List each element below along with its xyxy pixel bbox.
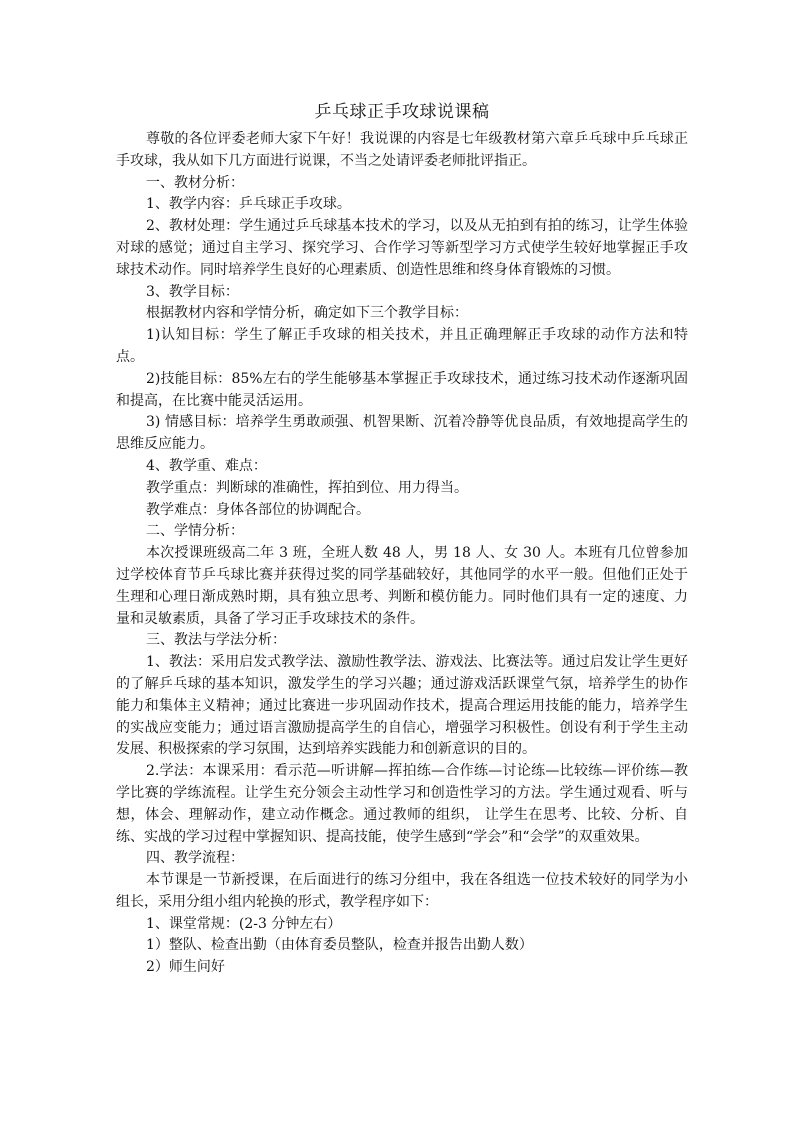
process-intro: 本节课是一节新授课，在后面进行的练习分组中，我在各组选一位技术较好的同学为小组长，采用分组小组内轮换的形式，教学程序如下： [116,872,688,910]
material-handling: 2、教材处理：学生通过乒乓球基本技术的学习，以及从无拍到有拍的练习，让学生体验对球的感觉；通过自主学习、探究学习、合作学习等新型学习方式使学生较好地掌握正手攻球技术动作。同时培养学生良好的心理素质、创造性思维和终身体育锻炼的习惯。 [116,218,688,278]
document-page [116,100,688,979]
subheading-teaching-goals: 3、教学目标： [146,283,239,300]
key-point: 教学重点：判断球的准确性，挥拍到位、用力得当。 [146,479,468,496]
intro-paragraph: 尊敬的各位评委老师大家下午好！我说课的内容是七年级教材第六章乒乓球中乒乓球正手攻球，我从如下几方面进行说课，不当之处请评委老师批评指正。 [116,131,688,169]
classroom-routine: 1、课堂常规：(2-3 分钟左右） [146,915,342,932]
section-heading-material-analysis: 一、教材分析： [146,174,244,191]
goal-emotional: 3) 情感目标：培养学生勇敢顽强、机智果断、沉着冷静等优良品质，有效地提高学生的思维反应能力。 [116,414,688,453]
routine-step-2: 2）师生问好 [146,959,225,976]
routine-step-1: 1）整队、检查出勤（由体育委员整队，检查并报告出勤人数） [146,937,533,954]
section-heading-methods: 三、教法与学法分析： [146,632,286,649]
subheading-key-points: 4、教学重、难点： [146,457,267,474]
teaching-methods: 1、教法：采用启发式教学法、激励性教学法、游戏法、比赛法等。通过启发让学生更好的了解乒乓球的基本知识，激发学生的学习兴趣；通过游戏活跃课堂气氛，培养学生的协作能力和集体主义精神；通过比赛进一步巩固动作技术，提高合理运用技能的能力，培养学生的实战应变能力；通过语言激励提高学生的自信心，增强学习积极性。创设有利于学生主动发展、积极探索的学习氛围，达到培养实践能力和创新意识的目的。 [116,654,688,758]
difficult-point: 教学难点：身体各部位的协调配合。 [146,501,370,518]
learning-methods: 2.学法：本课采用：看示范—听讲解—挥拍练—合作练—讨论练—比较练—评价练—教学比赛的学练流程。让学生充分领会主动性学习和创造性学习的方法。学生通过观看、听与想，体会、理解动作，建立动作概念。通过教师的组织， 让学生在思考、比较、分析、自练、实战的学习过程中掌握知识、提高技能，使学生感到“学会”和“会学”的双重效果。 [116,763,688,845]
document-title: 乒乓球正手攻球说课稿 [314,102,490,122]
student-analysis: 本次授课班级高二年 3 班，全班人数 48 人，男 18 人、女 30 人。本班有几位曾参加过学校体育节乒乓球比赛并获得过奖的同学基础较好，其他同学的水平一般。但他们正处于生理和心理日渐成熟时期，具有独立思考、判断和模仿能力。同时他们具有一定的速度、力量和灵敏素质，具备了学习正手攻球技术的条件。 [116,545,688,627]
section-heading-process: 四、教学流程： [146,850,244,867]
goal-skill: 2)技能目标：85%左右的学生能够基本掌握正手攻球技术，通过练习技术动作逐渐巩固和提高，在比赛中能灵活运用。 [116,370,688,409]
section-heading-student-analysis: 二、学情分析： [146,523,244,540]
goal-cognitive: 1)认知目标：学生了解正手攻球的相关技术，并且正确理解正手攻球的动作方法和特点。 [116,327,688,365]
goals-intro: 根据教材内容和学情分析，确定如下三个教学目标： [146,305,468,322]
teaching-content: 1、教学内容：乒乓球正手攻球。 [146,196,351,213]
